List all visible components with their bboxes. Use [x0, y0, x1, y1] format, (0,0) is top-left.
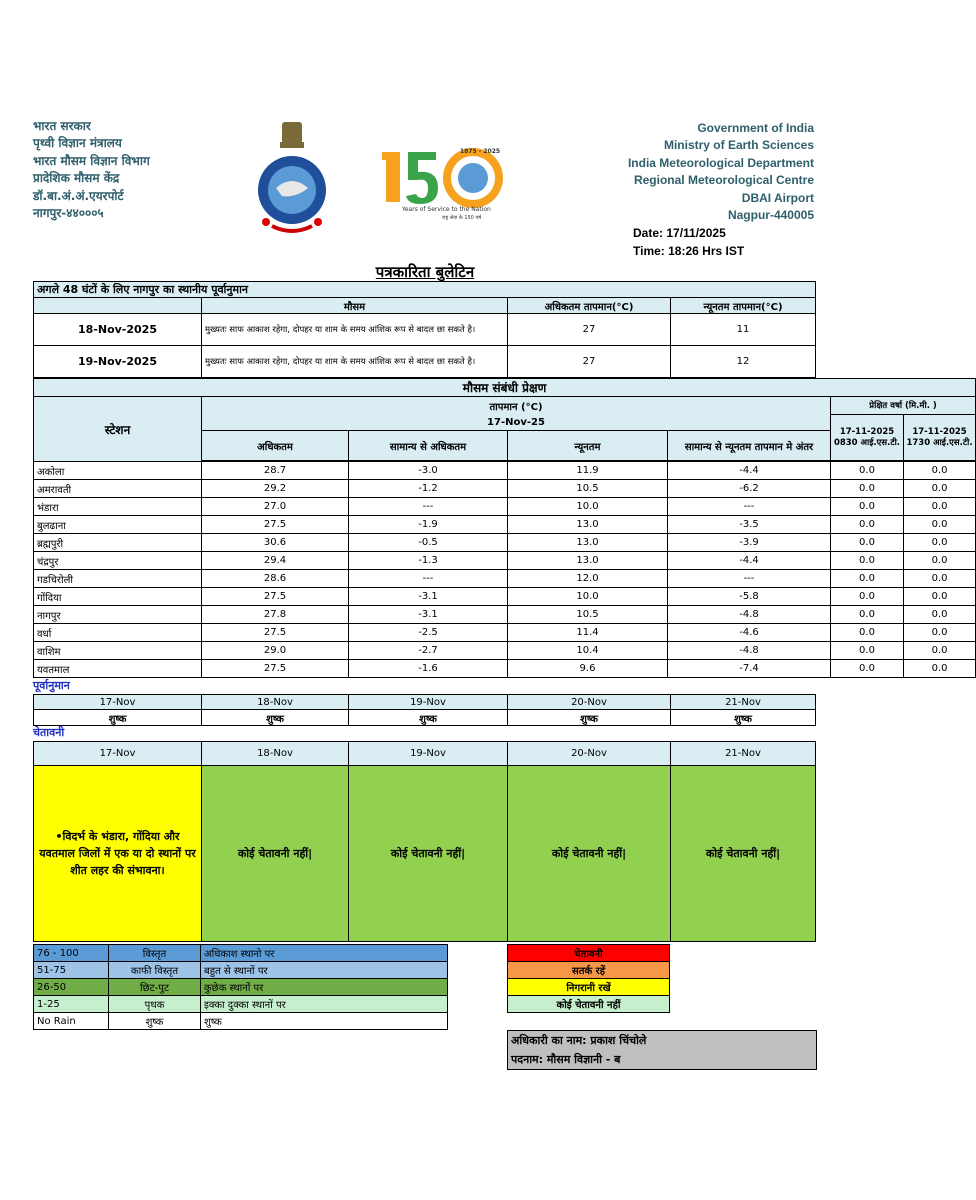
header-english-block [628, 120, 814, 224]
forecast-weather: मुख्यतः साफ आकाश रहेगा, दोपहर या शाम के समय आंशिक रूप से बादल छा सकते है। [202, 314, 508, 346]
max-temp: 27.5 [202, 588, 349, 606]
min-temp: 10.5 [508, 606, 668, 624]
max-temp: 27.8 [202, 606, 349, 624]
forecast-day-date: 21-Nov [671, 695, 816, 710]
header-hindi-line: पृथ्वी विज्ञान मंत्रालय [33, 136, 122, 151]
min-temp: 11.9 [508, 462, 668, 480]
header-english-line: Ministry of Earth Sciences [663, 138, 814, 153]
min-departure: -4.6 [668, 624, 831, 642]
warning-legend-row [508, 996, 670, 1013]
table-row [34, 624, 976, 642]
warning-day-date: 19-Nov [349, 742, 508, 766]
warning-legend-row [508, 962, 670, 979]
min-temp-header: न्यूनतम तापमान(°C) [671, 298, 816, 314]
min-departure: -6.2 [668, 480, 831, 498]
forecast-max: 27 [508, 314, 671, 346]
rain-0830: 0.0 [831, 498, 904, 516]
legend-row [34, 945, 448, 962]
rain-1730: 0.0 [904, 660, 976, 678]
min-temp: 10.0 [508, 498, 668, 516]
rain-col1-date: 17-11-2025 [839, 427, 895, 437]
date-header [34, 298, 202, 314]
max-departure: -1.9 [349, 516, 508, 534]
max-departure: --- [349, 498, 508, 516]
rain-0830: 0.0 [831, 480, 904, 498]
logo-years-hindi-caption: राष्ट्र सेवा के 150 वर्ष [442, 215, 482, 221]
legend-range: 76 - 100 [34, 945, 109, 962]
max-departure: -1.6 [349, 660, 508, 678]
rain-1730: 0.0 [904, 552, 976, 570]
min-temp: 13.0 [508, 552, 668, 570]
legend-desc: बहुत से स्थानों पर [201, 962, 448, 979]
temperature-header: तापमान (°C) [202, 397, 831, 415]
station-name: अकोला [34, 462, 202, 480]
min-departure: -4.4 [668, 462, 831, 480]
warning-legend-label: कोई चेतावनी नहीं [508, 996, 670, 1013]
max-departure: -3.0 [349, 462, 508, 480]
legend-label: पृथक [109, 996, 201, 1013]
min-temp: 10.4 [508, 642, 668, 660]
max-temp: 29.0 [202, 642, 349, 660]
min-departure: -3.5 [668, 516, 831, 534]
rain-1730: 0.0 [904, 624, 976, 642]
warning-legend-label: सतर्क रहें [508, 962, 670, 979]
warning-day-text: कोई चेतावनी नहीं| [349, 766, 508, 942]
rain-0830: 0.0 [831, 570, 904, 588]
min-departure: -4.8 [668, 642, 831, 660]
rainfall-header: प्रेक्षित वर्षा (मि.मी. ) [831, 397, 976, 415]
rain-0830: 0.0 [831, 462, 904, 480]
forecast-day-value: शुष्क [508, 710, 671, 726]
min-temp: 10.0 [508, 588, 668, 606]
header-hindi-line: नागपुर-४४०००५ [33, 206, 104, 221]
legend-desc: इक्का दुक्का स्थानों पर [201, 996, 448, 1013]
max-departure: -1.2 [349, 480, 508, 498]
warning-section-heading: चेतावनी [33, 726, 65, 739]
table-row [34, 480, 976, 498]
warning-legend-label: निगरानी रखें [508, 979, 670, 996]
officer-name: अधिकारी का नाम: प्रकाश चिंचोले [511, 1034, 647, 1047]
forecast-weather: मुख्यतः साफ आकाश रहेगा, दोपहर या शाम के समय आंशिक रूप से बादल छा सकते है। [202, 346, 508, 378]
warning-legend-label: चेतावनी [508, 945, 670, 962]
forecast-day-value: शुष्क [202, 710, 349, 726]
table-row [34, 660, 976, 678]
forecast-day-date: 19-Nov [349, 695, 508, 710]
header-hindi-block [33, 118, 150, 222]
table-row [34, 498, 976, 516]
min-departure: -5.8 [668, 588, 831, 606]
max-header: अधिकतम [202, 431, 349, 461]
table-row [34, 534, 976, 552]
min-temp: 11.4 [508, 624, 668, 642]
officer-box [507, 1030, 817, 1070]
legend-range: 26-50 [34, 979, 109, 996]
station-name: ब्रह्मपुरी [34, 534, 202, 552]
rain-1730: 0.0 [904, 570, 976, 588]
min-temp: 13.0 [508, 516, 668, 534]
bulletin-time: Time: 18:26 Hrs IST [633, 244, 745, 258]
rain-0830: 0.0 [831, 642, 904, 660]
max-temp-header: अधिकतम तापमान(°C) [508, 298, 671, 314]
max-temp: 30.6 [202, 534, 349, 552]
legend-label: विस्तृत [109, 945, 201, 962]
table-row [34, 606, 976, 624]
warning-legend-row [508, 979, 670, 996]
max-departure: -3.1 [349, 588, 508, 606]
imd-emblem-logo [252, 118, 332, 238]
rain-1730: 0.0 [904, 498, 976, 516]
station-name: बुलढाना [34, 516, 202, 534]
header-hindi-line: डॉ.बा.अं.अं.एयरपोर्ट [33, 188, 124, 203]
page-title: पत्रकारिता बुलेटिन [375, 263, 475, 281]
forecast-day-value: शुष्क [349, 710, 508, 726]
station-name: नागपुर [34, 606, 202, 624]
rain-0830: 0.0 [831, 624, 904, 642]
table-row [34, 462, 976, 480]
legend-label: शुष्क [109, 1013, 201, 1030]
min-departure: -3.9 [668, 534, 831, 552]
table-row [34, 642, 976, 660]
header-english-line: Regional Meteorological Centre [633, 173, 814, 188]
table-row [34, 552, 976, 570]
max-temp: 27.5 [202, 660, 349, 678]
forecast-section-heading: पूर्वानुमान [33, 679, 70, 692]
rain-0830: 0.0 [831, 606, 904, 624]
header-hindi-line: प्रादेशिक मौसम केंद्र [33, 171, 120, 186]
rain-1730: 0.0 [904, 516, 976, 534]
forecast-day-value: शुष्क [34, 710, 202, 726]
rain-col2-time: 1730 आई.एस.टी. [906, 438, 973, 448]
max-temp: 27.0 [202, 498, 349, 516]
rain-0830: 0.0 [831, 552, 904, 570]
rain-col1-header [831, 415, 904, 461]
max-departure: -1.3 [349, 552, 508, 570]
150-years-logo [378, 140, 513, 222]
header-english-line: India Meteorological Department [627, 155, 814, 170]
min-departure: -4.8 [668, 606, 831, 624]
warning-legend-row [508, 945, 670, 962]
min-departure: -7.4 [668, 660, 831, 678]
legend-range: 1-25 [34, 996, 109, 1013]
header-english-line: DBAI Airport [741, 190, 814, 205]
max-temp: 29.4 [202, 552, 349, 570]
max-temp: 27.5 [202, 516, 349, 534]
forecast-day-date: 17-Nov [34, 695, 202, 710]
max-departure-header: सामान्य से अधिकतम [349, 431, 508, 461]
bulletin-date: Date: 17/11/2025 [633, 226, 726, 240]
max-temp: 29.2 [202, 480, 349, 498]
min-departure: --- [668, 498, 831, 516]
max-temp: 28.7 [202, 462, 349, 480]
rain-1730: 0.0 [904, 462, 976, 480]
table-row [34, 570, 976, 588]
station-name: गोंदिया [34, 588, 202, 606]
station-name: वाशिम [34, 642, 202, 660]
forecast-max: 27 [508, 346, 671, 378]
observations-heading: मौसम संबंधी प्रेक्षण [34, 379, 976, 397]
station-header: स्टेशन [34, 397, 202, 462]
warning-legend-table [507, 944, 670, 1013]
local-forecast-table [33, 281, 816, 378]
header-hindi-line: भारत मौसम विज्ञान विभाग [33, 153, 150, 168]
local-forecast-heading: अगले 48 घंटों के लिए नागपुर का स्थानीय पूर्वानुमान [34, 282, 816, 298]
rain-col1-time: 0830 आई.एस.टी. [833, 438, 901, 448]
forecast-date: 19-Nov-2025 [34, 346, 202, 378]
rain-0830: 0.0 [831, 660, 904, 678]
forecast-date: 18-Nov-2025 [34, 314, 202, 346]
rain-1730: 0.0 [904, 606, 976, 624]
station-name: यवतमाल [34, 660, 202, 678]
forecast-day-value: शुष्क [671, 710, 816, 726]
warning-day-date: 20-Nov [508, 742, 671, 766]
forecast-day-date: 20-Nov [508, 695, 671, 710]
min-departure-header: सामान्य से न्यूनतम तापमान मे अंतर [668, 431, 831, 461]
rain-1730: 0.0 [904, 642, 976, 660]
max-departure: -2.5 [349, 624, 508, 642]
warning-day-date: 21-Nov [671, 742, 816, 766]
min-header: न्यूनतम [508, 431, 668, 461]
header-english-line: Government of India [697, 121, 814, 135]
max-departure: --- [349, 570, 508, 588]
rain-1730: 0.0 [904, 480, 976, 498]
station-name: अमरावती [34, 480, 202, 498]
table-row [34, 346, 816, 378]
max-departure: -2.7 [349, 642, 508, 660]
rain-col2-header [904, 415, 976, 461]
station-name: भंडारा [34, 498, 202, 516]
legend-desc: शुष्क [201, 1013, 448, 1030]
min-temp: 13.0 [508, 534, 668, 552]
observations-table [33, 378, 976, 678]
forecast-min: 12 [671, 346, 816, 378]
rain-col2-date: 17-11-2025 [912, 427, 967, 437]
rain-0830: 0.0 [831, 534, 904, 552]
legend-desc: अधिकाश स्थानो पर [201, 945, 448, 962]
legend-label: छिट-पुट [109, 979, 201, 996]
header-hindi-line: भारत सरकार [33, 119, 91, 133]
warning-table [33, 741, 816, 942]
max-temp: 27.5 [202, 624, 349, 642]
legend-range: No Rain [34, 1013, 109, 1030]
legend-range: 51-75 [34, 962, 109, 979]
rain-legend-table [33, 944, 448, 1030]
forecast-table [33, 694, 816, 726]
station-name: गडचिरोली [34, 570, 202, 588]
warning-day-date: 17-Nov [34, 742, 202, 766]
rain-1730: 0.0 [904, 588, 976, 606]
rain-0830: 0.0 [831, 588, 904, 606]
min-departure: -4.4 [668, 552, 831, 570]
min-temp: 9.6 [508, 660, 668, 678]
forecast-min: 11 [671, 314, 816, 346]
legend-row [34, 996, 448, 1013]
header-english-line: Nagpur-440005 [727, 208, 814, 223]
legend-label: काफी विस्तृत [109, 962, 201, 979]
observation-date: 17-Nov-25 [202, 415, 831, 431]
max-departure: -0.5 [349, 534, 508, 552]
weather-header: मौसम [202, 298, 508, 314]
legend-desc: कुछेक स्थानों पर [201, 979, 448, 996]
table-row [34, 588, 976, 606]
warning-day-text: •विदर्भ के भंडारा, गोंदिया और यवतमाल जिलों में एक या दो स्थानों पर शीत लहर की संभावना। [34, 766, 202, 942]
table-row [34, 314, 816, 346]
logo-years-range: 1875 - 2025 [460, 148, 501, 155]
station-name: वर्धा [34, 624, 202, 642]
max-temp: 28.6 [202, 570, 349, 588]
max-departure: -3.1 [349, 606, 508, 624]
station-name: चंद्रपुर [34, 552, 202, 570]
rain-0830: 0.0 [831, 516, 904, 534]
legend-row [34, 1013, 448, 1030]
warning-day-text: कोई चेतावनी नहीं| [671, 766, 816, 942]
table-row [34, 516, 976, 534]
min-departure: --- [668, 570, 831, 588]
warning-day-date: 18-Nov [202, 742, 349, 766]
officer-designation: पदनाम: मौसम विज्ञानी - ब [511, 1053, 621, 1066]
logo-years-caption: Years of Service to the Nation [402, 206, 491, 213]
legend-row [34, 979, 448, 996]
rain-1730: 0.0 [904, 534, 976, 552]
min-temp: 10.5 [508, 480, 668, 498]
min-temp: 12.0 [508, 570, 668, 588]
warning-day-text: कोई चेतावनी नहीं| [508, 766, 671, 942]
forecast-day-date: 18-Nov [202, 695, 349, 710]
legend-row [34, 962, 448, 979]
warning-day-text: कोई चेतावनी नहीं| [202, 766, 349, 942]
